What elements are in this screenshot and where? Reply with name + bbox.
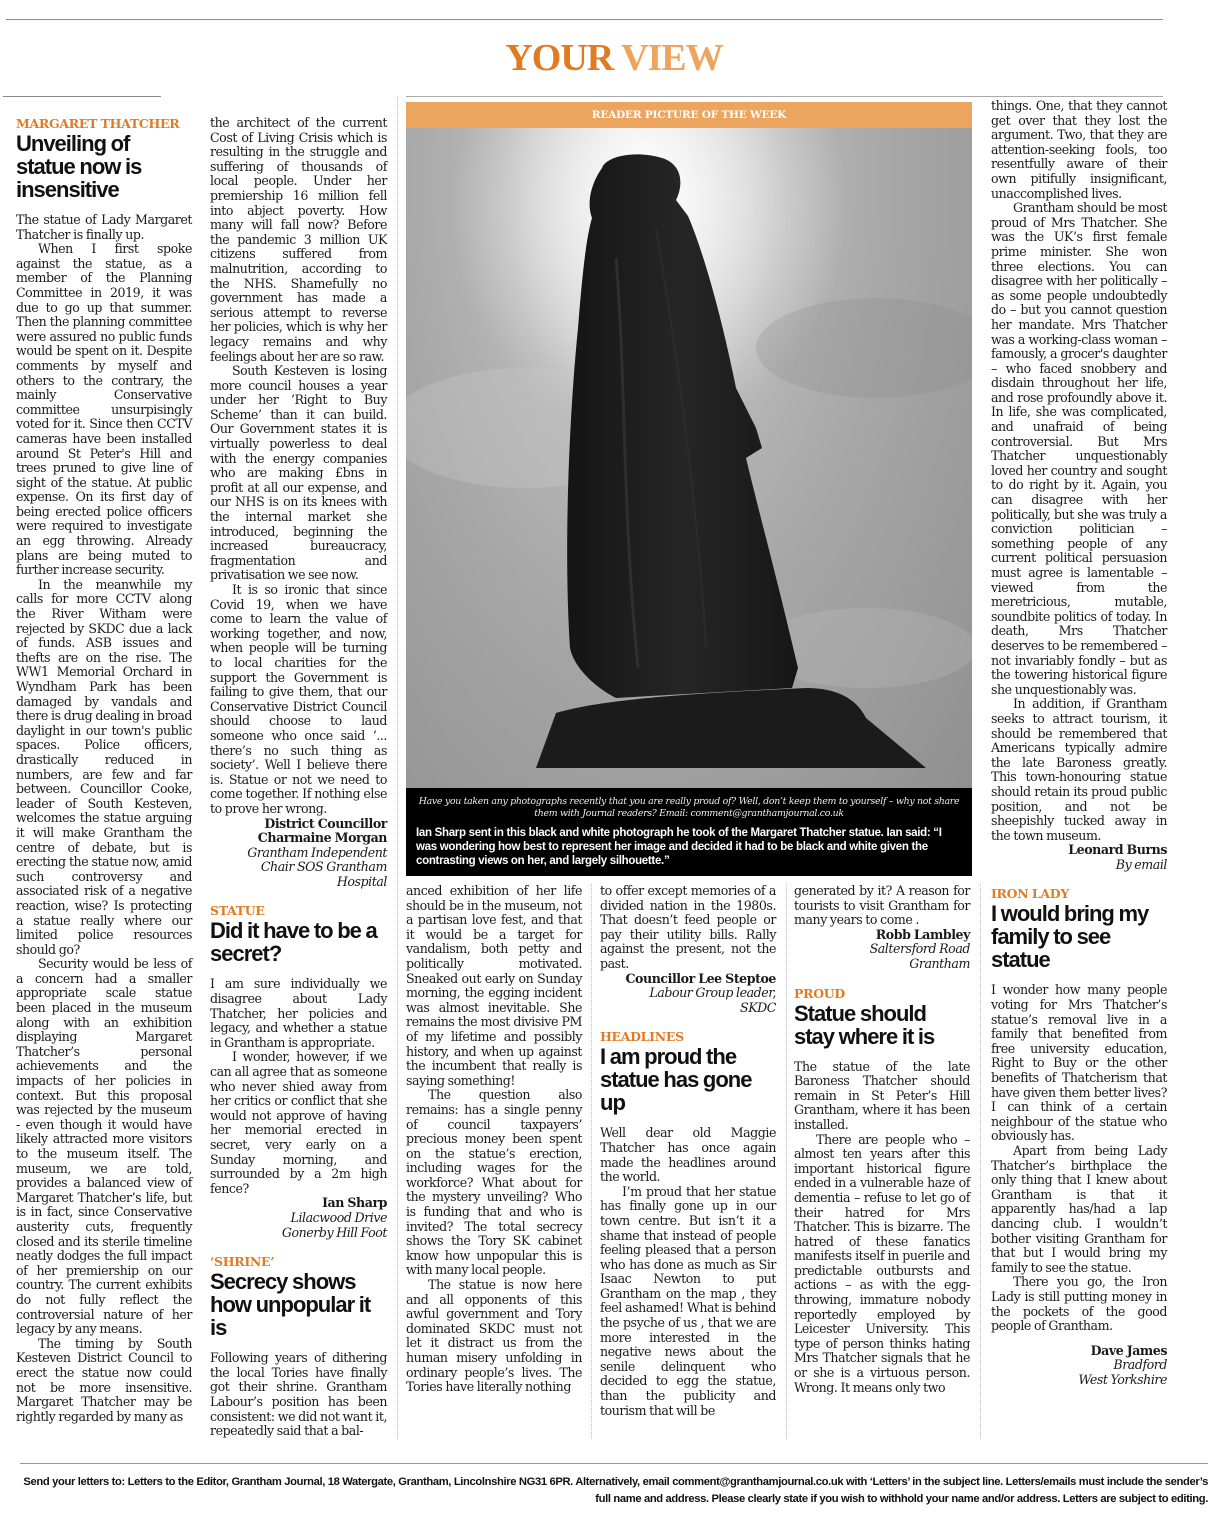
column-1 bbox=[16, 116, 192, 1424]
letter-2-paragraph: I am sure individually we disagree about Lady Thatcher, her policies and legacy, and whether a statue in Grantham is appropriate. bbox=[210, 976, 387, 1050]
letter-6-signature bbox=[991, 1344, 1167, 1388]
letter-6-headline: I would bring my family to see statue bbox=[991, 901, 1149, 973]
letter-1-paragraph: South Kesteven is losing more council houses a year under her ‘Right to Buy Scheme’ than it can build. Our Government states it is virtually powerless to deal with the energy companies who are making £bns in profit at all our expense, and our NHS is on its knees with the internal market she introduced, beginning the increased bureaucracy, fragmentation and privatisation we see now. bbox=[210, 363, 387, 583]
letter-6-paragraph: There you go, the Iron Lady is still putting money in the pockets of the good people of Grantham. bbox=[991, 1274, 1167, 1334]
letter-2-headline: Did it have to be a secret? bbox=[210, 918, 377, 967]
letter-3 bbox=[210, 1254, 387, 1439]
letter-5-paragraph: In addition, if Grantham seeks to attract tourism, it should be remembered that Americans typically admire the late Baroness greatly. This town-honouring statue should retain its proud public position, and not be sheepishly tucked away in the town museum. bbox=[991, 696, 1167, 843]
letter-4-paragraph: I’m proud that her statue has finally gone up in our town centre. But isn’t it a shame that instead of people feeling pleased that a person who has done as much as Sir Isaac Newton to put Grantham on the map , they feel ashamed! What is behind the psyche of us , that we are more interested in the negative news about the senile delinquent who decided to egg the statue, than the publicity and tourism that will be bbox=[600, 1183, 776, 1418]
author-name: Leonard Burns bbox=[1068, 842, 1167, 858]
column-2 bbox=[210, 116, 387, 1439]
author-name: Ian Sharp bbox=[322, 1195, 387, 1211]
author-address: West Yorkshire bbox=[1078, 1371, 1167, 1387]
author-address: Chair SOS Grantham Hospital bbox=[260, 859, 387, 889]
letter-1-paragraph: the architect of the current Cost of Living Crisis which is resulting in the struggle and suffering of thousands of local people. Under her premiership 16 million fell into abject poverty. How many will fall now? Before the pandemic 3 million UK citizens suffered from malnutrition, according to the NHS. Shamefully no government has made a serious attempt to reverse her policies, which is why her legacy remains and why feelings about her are so raw. bbox=[210, 115, 387, 364]
letter-3-end bbox=[600, 884, 776, 1015]
letter-1-paragraph: In the meanwhile my calls for more CCTV along the River Witham were rejected by SKDC due a lack of funds. ASB issues and thefts are on the rise. The WW1 Memorial Orchard in Wyndham Park has been damaged by vandals and there is drug dealing in broad daylight in our town's public spaces. Police officers, drastically reduced in numbers, are few and far between. Councillor Cooke, leader of South Kesteven, welcomes the statue arguing it will make Grantham the centre of debate, but is erecting the statue now, amid such controversy and associated risk of a negative reaction, wise? Is protecting a statue really where our limited police resources should go? bbox=[16, 576, 192, 957]
letter-1-headline: Unveiling of statue now is insensitive bbox=[16, 131, 142, 202]
letter-5-paragraph: The statue of the late Baroness Thatcher should remain in St Peter’s Hill Grantham, where it has been installed. bbox=[794, 1058, 970, 1132]
letter-5-headline: Statue should stay where it is bbox=[794, 1000, 935, 1049]
letter-2 bbox=[210, 903, 387, 1240]
letter-5-paragraph: Grantham should be most proud of Mrs Thatcher. She was the UK’s first female prime minister. She won three elections. You can disagree with her politically – as some people undoubtedly do – but you cannot question her mandate. Mrs Thatcher was a working-class woman – famously, a grocer's daughter – who faced snobbery and disdain throughout her life, and rose profoundly above it. In life, she was complicated, and unafraid of being controversial. But Mrs Thatcher unquestionably loved her country and sought to do right by it. Again, you can disagree with her politically, but she was truly a conviction politician – something people of any current political persuasion must agree is lamentable – viewed from the meretricious, mutable, soundbite politics of today. In death, Mrs Thatcher deserves to be remembered – not invariably fondly – but as the towering historical figure she unquestionably was. bbox=[991, 200, 1167, 697]
letter-5-continued bbox=[991, 99, 1167, 872]
letter-1-paragraph: When I first spoke against the statue, as a member of the Planning Committee in 2019, it was due to go up that summer. Then the planning committee were assured no public funds would be spent on it. Despite comments by myself and others to the contrary, the mainly Conservative committee unsurpisingly voted for it. Since then CCTV cameras have been installed around St Peter's Hill and trees pruned to give line of sight of the statue. At public expense. On its first day of being erected police officers were required to investigate an egg throwing. Already plans are being muted to further increase security. bbox=[16, 241, 192, 578]
author-name: Councillor Lee Steptoe bbox=[625, 970, 776, 986]
author-name: Charmaine Morgan bbox=[257, 830, 387, 846]
letter-6-paragraph: Apart from being Lady Thatcher’s birthplace the only thing that I knew about Grantham is that it apparently has/had a lap dancing club. I wouldn’t bother visiting Grantham for that but I would bring my family to see the statue. bbox=[991, 1143, 1167, 1275]
letter-3-paragraph: Following years of dithering the local Tories have finally got their shrine. Grantham Labour’s position has been consistent: we did not want it, repeatedly said that a bal- bbox=[210, 1350, 387, 1439]
reader-picture bbox=[406, 102, 972, 876]
column-4 bbox=[600, 884, 776, 1418]
author-address: Labour Group leader, bbox=[649, 985, 776, 1001]
statue-silhouette-image bbox=[406, 128, 972, 788]
letter-4-paragraph: Well dear old Maggie Thatcher has once again made the headlines around the world. bbox=[600, 1125, 776, 1185]
left-column-rule bbox=[3, 96, 161, 97]
column-3 bbox=[406, 884, 582, 1418]
section-title-word2: VIEW bbox=[621, 37, 723, 79]
letter-3-signature bbox=[600, 972, 776, 1016]
author-address: Bradford bbox=[1113, 1357, 1167, 1373]
letter-5 bbox=[794, 986, 970, 1396]
letter-6 bbox=[991, 886, 1167, 1387]
letter-1-paragraph: It is so ironic that since Covid 19, when we have come to learn the value of working together, and now, when people will be turning to local charities for the support the Government is failing to give them, that our Conservative District Council should choose to laud someone who once said ‘... there’s no such thing as society’. Well I believe there is. Statue or not we need to come together. If nothing else to prove her wrong. bbox=[210, 582, 387, 816]
lower-columns bbox=[406, 884, 972, 1418]
letter-1-paragraph: The statue of Lady Margaret Thatcher is finally up. bbox=[16, 212, 192, 242]
letter-1-kicker: MARGARET THATCHER bbox=[16, 116, 180, 131]
author-name: Robb Lambley bbox=[875, 926, 970, 942]
letter-5-paragraph: things. One, that they cannot get over that they lost the argument. Two, that they are attention-seeking fools, too resentfully aware of their own pitifully insignificant, unaccomplished lives. bbox=[991, 98, 1167, 201]
letter-3-headline: Secrecy shows how unpopular it is bbox=[210, 1269, 371, 1341]
photo-top-rule bbox=[406, 96, 1163, 97]
photo-promo-text: Have you taken any photographs recently that you are really proud of? Well, don’t keep them to yourself – why not share them with Journal readers? Email: comment@granthamjournal.co.uk bbox=[418, 796, 960, 819]
letter-5-paragraph: There are people who – almost ten years after this important historical figure ended in a vulnerable haze of dementia – refuse to let go of their hatred for Mrs Thatcher. This is bizarre. The hatred of these fanatics manifests itself in puerile and predictable outbursts and actions – as with the egg-throwing, immature nobody reportedly employed by Leicester University. This type of person thinks hating Mrs Thatcher signals that he or she is a virtuous person. Wrong. It means only two bbox=[794, 1131, 970, 1395]
letter-1-signature bbox=[210, 817, 387, 890]
footer bbox=[0, 1463, 1228, 1528]
letter-1-column-2 bbox=[210, 116, 387, 889]
author-address: SKDC bbox=[740, 999, 776, 1015]
letter-2-signature bbox=[210, 1196, 387, 1240]
section-title bbox=[0, 36, 1228, 80]
author-name: District Councillor bbox=[264, 815, 387, 831]
reader-picture-banner: READER PICTURE OF THE WEEK bbox=[406, 102, 972, 128]
footer-rule bbox=[20, 1463, 1208, 1528]
column-5 bbox=[794, 884, 970, 1418]
letter-5-signature bbox=[991, 843, 1167, 872]
top-rule bbox=[6, 19, 1163, 20]
letter-3-paragraph: anced exhibition of her life should be in the museum, not a partisan love fest, and that it would be a target for vandalism, both petty and politically motivated. Sneaked out early on Sunday morning, the egging incident was almost inevitable. She remains the most divisive PM of my lifetime and possibly history, and when up against the incumbent that really is saying something! bbox=[406, 883, 582, 1088]
column-6 bbox=[991, 99, 1167, 1388]
letter-1-paragraph: Security would be less of a concern had a smaller appropriate scale statue been placed in the museum along with an exhibition displaying Margaret Thatcher’s personal achievements and the impacts of her policies in context. But this proposal was rejected by the museum - even though it would have likely attracted more visitors to the museum itself. The museum, we are told, provides a balanced view of Margaret Thatcher’s life, but is in fact, since Conservative austerity cuts, frequently closed and its sterile timeline neatly dodges the full impact of her premiership on our country. The current exhibits do not fully reflect the controversial nature of her legacy by any means. bbox=[16, 956, 192, 1337]
letter-4-headline: I am proud the statue has gone up bbox=[600, 1044, 752, 1116]
letter-4-end bbox=[794, 884, 970, 972]
column-separator bbox=[397, 96, 398, 1439]
statue-photo bbox=[406, 128, 972, 788]
letter-3-continued bbox=[406, 884, 582, 1395]
letter-4-paragraph: generated by it? A reason for tourists to visit Grantham for many years to come . bbox=[794, 883, 970, 928]
letter-3-paragraph: The question also remains: has a single penny of council taxpayers’ precious money been spent on the statue’s erection, including wages for the workforce? What about for the mystery unveiling? Who is funding that and who is invited? The total secrecy shows the Tory SK cabinet know how unpopular this is with many local people. bbox=[406, 1087, 582, 1278]
author-address: Grantham bbox=[909, 955, 970, 971]
author-address: Grantham Independent bbox=[247, 844, 387, 860]
letter-1-paragraph: The timing by South Kesteven District Council to erect the statue now could not be more insensitive. Margaret Thatcher may be rightly regarded by many as bbox=[16, 1335, 192, 1424]
photo-caption bbox=[406, 788, 972, 876]
column-separator bbox=[980, 884, 981, 1439]
letter-3-paragraph: to offer except memories of a divided nation in the 1980s. That doesn’t feed people or pay their utility bills. Rally against the present, not the past. bbox=[600, 883, 776, 971]
author-address: Lilacwood Drive bbox=[290, 1209, 387, 1225]
author-name: Dave James bbox=[1090, 1342, 1167, 1358]
letter-3-kicker: ‘SHRINE’ bbox=[210, 1254, 275, 1270]
letter-6-paragraph: I wonder how many people voting for Mrs Thatcher’s statue’s removal live in a family that benefited from free university education, Right to Buy or the other benefits of Thatcherism that have given them better lives? I can think of a certain neighbour of the statue who obviously has. bbox=[991, 982, 1167, 1144]
submission-info: Send your letters to: Letters to the Editor, Grantham Journal, 18 Watergate, Grantham, Lincolnshire NG31 6PR. Alternatively, email comment@granthamjournal.co.uk with ‘Letters’ in the subject line. Letters/emails must include the sender’s full name and address. Please clearly state if you wish to withhold your name and/or address. Letters are subject to editing. bbox=[23, 1476, 1208, 1505]
letter-4 bbox=[600, 1029, 776, 1418]
letter-4-signature bbox=[794, 928, 970, 972]
author-address: Gonerby Hill Foot bbox=[281, 1224, 387, 1240]
letter-5-kicker: PROUD bbox=[794, 985, 845, 1001]
photo-caption-text: Ian Sharp sent in this black and white photograph he took of the Margaret Thatcher statue. Ian said: “I was wondering how best to represent her image and decided it had to be black and white given the contrasting views on her, and largely silhouette.” bbox=[416, 827, 942, 867]
letter-2-paragraph: I wonder, however, if we can all agree that as someone who never shied away from her critics or conflict that she would not approve of having her memorial erected in secret, very early on a Sunday morning, and surrounded by a 2m high fence? bbox=[210, 1049, 387, 1196]
author-address: By email bbox=[1115, 856, 1167, 872]
author-address: Saltersford Road bbox=[869, 941, 970, 957]
letter-6-kicker: IRON LADY bbox=[991, 886, 1069, 902]
section-title-word1: YOUR bbox=[505, 37, 614, 79]
letter-4-kicker: HEADLINES bbox=[600, 1029, 684, 1045]
letter-2-kicker: STATUE bbox=[210, 903, 265, 919]
letter-1-column-1 bbox=[16, 116, 192, 1424]
letter-3-paragraph: The statue is now here and all opponents of this awful government and Tory dominated SKDC must not let it distract us from the human misery unfolding in ordinary people’s lives. The Tories have literally nothing bbox=[406, 1277, 582, 1395]
